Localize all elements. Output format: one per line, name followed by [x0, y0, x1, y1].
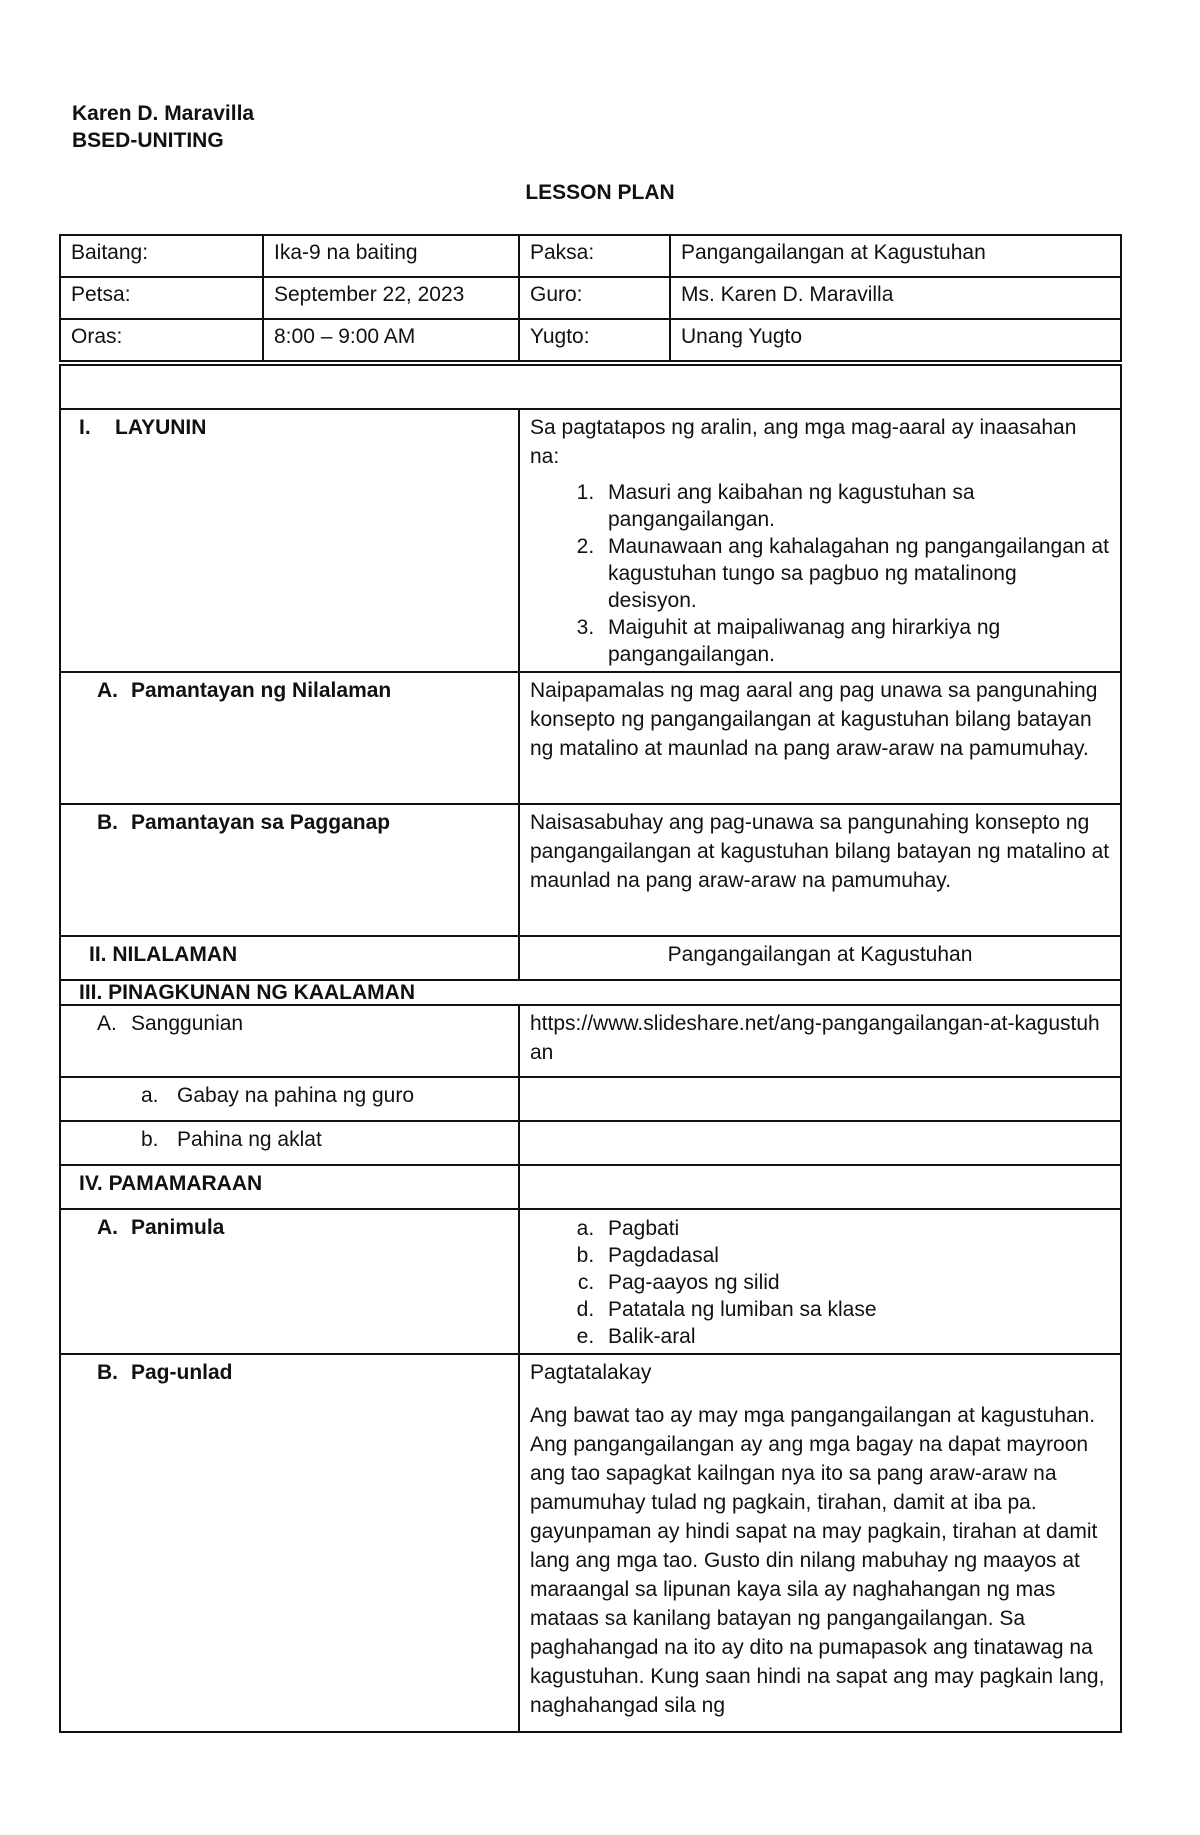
- sanggunian-heading: [60, 1005, 519, 1077]
- baitang-value: Ika-9 na baiting: [263, 235, 519, 277]
- paksa-label: Paksa:: [519, 235, 670, 277]
- panimula-item: d. Patatala ng lumiban sa klase: [600, 1296, 1110, 1323]
- author-block: [72, 100, 254, 154]
- panimula-row: [60, 1209, 1121, 1354]
- sanggunian-marker: A.: [97, 1012, 117, 1035]
- panimula-heading: [60, 1209, 519, 1354]
- pamamaraan-label: IV. PAMAMARAAN: [60, 1165, 519, 1209]
- yugto-label: Yugto:: [519, 319, 670, 361]
- pagunlad-label: Pag-unlad: [131, 1361, 233, 1384]
- layunin-content: [519, 409, 1121, 672]
- gabay-row: [60, 1077, 1121, 1121]
- aklat-label: Pahina ng aklat: [177, 1128, 322, 1151]
- nilalaman-label: II. NILALAMAN: [60, 936, 519, 980]
- gabay-label: Gabay na pahina ng guro: [177, 1084, 415, 1107]
- layunin-list: [530, 479, 1110, 668]
- layunin-row: [60, 409, 1121, 672]
- spacer-row: [60, 365, 1121, 409]
- panimula-marker: A.: [97, 1216, 118, 1239]
- document-title: LESSON PLAN: [525, 181, 675, 204]
- pamantayan-pagganap-heading: [60, 804, 519, 936]
- spacer-cell: [60, 365, 1121, 409]
- panimula-item: e. Balik-aral: [600, 1323, 1110, 1350]
- panimula-item: a. Pagbati: [600, 1215, 1110, 1242]
- panimula-content: [519, 1209, 1121, 1354]
- layunin-item: 3. Maiguhit at maipaliwanag ang hirarkiya ng pangangailangan.: [600, 614, 1110, 668]
- yugto-value: Unang Yugto: [670, 319, 1121, 361]
- pamantayan-pagganap-row: [60, 804, 1121, 936]
- panimula-item: c. Pag-aayos ng silid: [600, 1269, 1110, 1296]
- info-row-baitang: [60, 235, 1121, 277]
- info-table: [59, 234, 1122, 362]
- panimula-list: [530, 1215, 1110, 1350]
- pamantayan-pagganap-text: Naisasabuhay ang pag-unawa sa pangunahing konsepto ng pangangailangan at kagustuhan bilang batayan ng matalino at maunlad na pang araw-araw na pamumuhay.: [519, 804, 1121, 936]
- petsa-label: Petsa:: [60, 277, 263, 319]
- aklat-value: [519, 1121, 1121, 1165]
- sanggunian-row: [60, 1005, 1121, 1077]
- gabay-value: [519, 1077, 1121, 1121]
- sanggunian-label: Sanggunian: [131, 1012, 244, 1035]
- aklat-row: [60, 1121, 1121, 1165]
- pagunlad-marker: B.: [97, 1361, 118, 1384]
- info-row-petsa: [60, 277, 1121, 319]
- oras-label: Oras:: [60, 319, 263, 361]
- nilalaman-row: [60, 936, 1121, 980]
- nilalaman-value: Pangangailangan at Kagustuhan: [519, 936, 1121, 980]
- gabay-marker: a.: [141, 1084, 159, 1107]
- layunin-heading: [60, 409, 519, 672]
- pagunlad-heading: [60, 1354, 519, 1732]
- pamantayan-nilalaman-label: Pamantayan ng Nilalaman: [131, 679, 392, 702]
- pamantayan-nilalaman-row: [60, 672, 1121, 804]
- layunin-marker: I.: [79, 416, 91, 439]
- author-name: Karen D. Maravilla: [72, 102, 255, 125]
- pamamaraan-row: [60, 1165, 1121, 1209]
- layunin-label: LAYUNIN: [115, 416, 207, 439]
- pamantayan-nilalaman-marker: A.: [97, 679, 118, 702]
- pamantayan-nilalaman-heading: [60, 672, 519, 804]
- pagunlad-row: [60, 1354, 1121, 1732]
- panimula-item: b. Pagdadasal: [600, 1242, 1110, 1269]
- info-row-oras: [60, 319, 1121, 361]
- pamamaraan-value: [519, 1165, 1121, 1209]
- aklat-heading: [60, 1121, 519, 1165]
- pamantayan-pagganap-marker: B.: [97, 811, 118, 834]
- sanggunian-value: https://www.slideshare.net/ang-pangangailangan-at-kagustuhan: [519, 1005, 1121, 1077]
- guro-label: Guro:: [519, 277, 670, 319]
- gabay-heading: [60, 1077, 519, 1121]
- plan-table: [59, 364, 1122, 1733]
- pagunlad-content: [519, 1354, 1121, 1732]
- layunin-item: 2. Maunawaan ang kahalagahan ng pangangailangan at kagustuhan tungo sa pagbuo ng matalinong desisyon.: [600, 533, 1110, 614]
- author-program: BSED-UNITING: [72, 129, 224, 152]
- oras-value: 8:00 – 9:00 AM: [263, 319, 519, 361]
- pinagkunan-row: [60, 980, 1121, 1005]
- pamantayan-nilalaman-text: Naipapamalas ng mag aaral ang pag unawa sa pangunahing konsepto ng pangangailangan at kagustuhan bilang batayan ng matalino at maunlad na pang araw-araw na pamumuhay.: [519, 672, 1121, 804]
- guro-value: Ms. Karen D. Maravilla: [670, 277, 1121, 319]
- petsa-value: September 22, 2023: [263, 277, 519, 319]
- pinagkunan-label: III. PINAGKUNAN NG KAALAMAN: [60, 980, 1121, 1005]
- paksa-value: Pangangailangan at Kagustuhan: [670, 235, 1121, 277]
- layunin-intro: Sa pagtatapos ng aralin, ang mga mag-aaral ay inaasahan na:: [530, 416, 1077, 468]
- aklat-marker: b.: [141, 1128, 159, 1151]
- layunin-item: 1. Masuri ang kaibahan ng kagustuhan sa pangangailangan.: [600, 479, 1110, 533]
- baitang-label: Baitang:: [60, 235, 263, 277]
- panimula-label: Panimula: [131, 1216, 225, 1239]
- pamantayan-pagganap-label: Pamantayan sa Pagganap: [131, 811, 391, 834]
- pagunlad-paragraph: Ang bawat tao ay may mga pangangailangan at kagustuhan. Ang pangangailangan ay ang mga bagay na dapat mayroon ang tao sapagkat kailngan nya ito sa pang araw-araw na pamumuhay tulad ng pagkain, tirahan, damit at iba pa. gayunpaman ay hindi sapat na may pagkain, tirahan at damit lang ang mga tao. Gusto din nilang mabuhay ng maayos at maraangal sa lipunan kaya sila ay naghahangan ng mas mataas sa kanilang batayan ng pangangailangan. Sa paghahangad na ito ay dito na pumapasok ang tinatawag na kagustuhan. Kung saan hindi na sapat ang may pagkain lang, naghahangad sila ng: [530, 1404, 1105, 1717]
- pagunlad-subheading: Pagtatalakay: [530, 1361, 652, 1384]
